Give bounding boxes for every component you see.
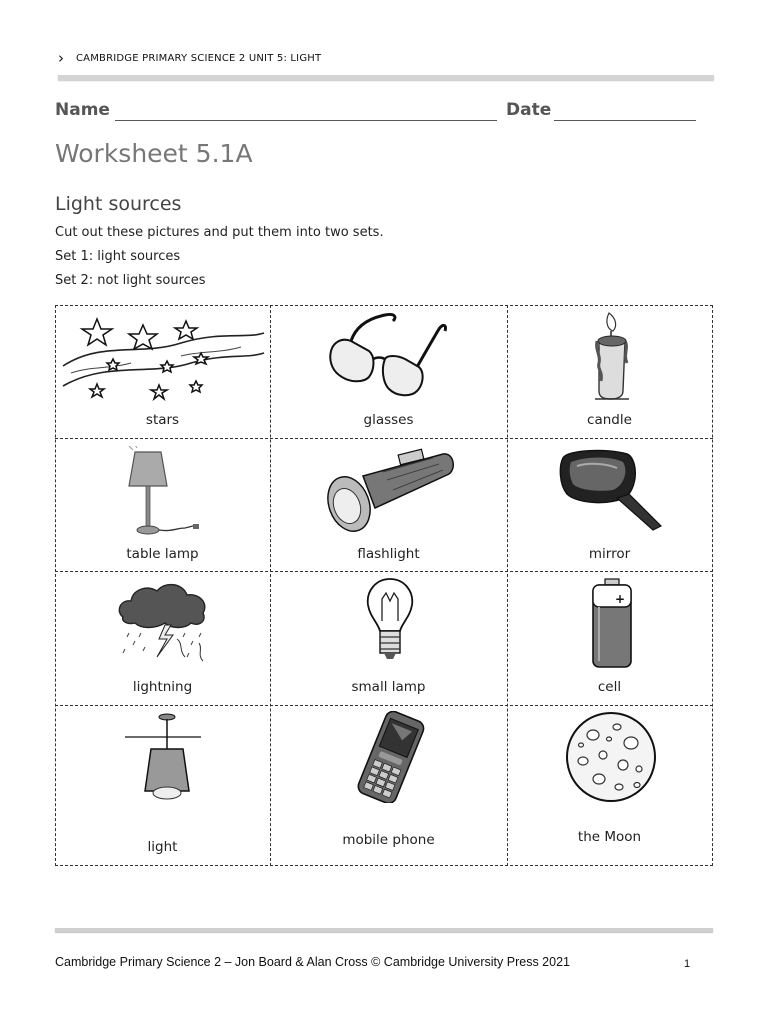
card-label: cell xyxy=(597,679,622,695)
date-label: Date xyxy=(506,100,552,120)
card-label: lightning xyxy=(132,679,193,695)
ceiling-light-icon xyxy=(123,711,203,803)
header-divider xyxy=(58,75,714,80)
running-header xyxy=(58,49,322,67)
name-label: Name xyxy=(55,100,110,120)
name-field-line[interactable] xyxy=(115,120,497,121)
glasses-icon xyxy=(325,311,450,401)
card-cell[interactable] xyxy=(507,571,712,705)
card-lightning[interactable] xyxy=(55,571,270,705)
name-date-row xyxy=(55,100,705,126)
card-label: table lamp xyxy=(126,546,199,562)
cut-line xyxy=(55,865,713,866)
card-label: flashlight xyxy=(357,546,420,562)
lightning-icon xyxy=(115,577,211,669)
card-stars[interactable] xyxy=(55,305,270,438)
card-table-lamp[interactable] xyxy=(55,438,270,571)
footer-divider xyxy=(55,928,713,932)
footer-credit: Cambridge Primary Science 2 – Jon Board & Alan Cross © Cambridge University Press 2021 xyxy=(55,955,570,969)
stars-icon xyxy=(61,311,266,403)
instruction-line: Set 2: not light sources xyxy=(55,273,206,288)
chevron-right-icon: › xyxy=(58,49,65,67)
card-mobile-phone[interactable] xyxy=(270,705,507,865)
section-title: Light sources xyxy=(55,193,182,215)
card-the-moon[interactable] xyxy=(507,705,712,865)
worksheet-title: Worksheet 5.1A xyxy=(55,139,253,168)
card-label: mirror xyxy=(588,546,631,562)
card-label: light xyxy=(147,839,178,855)
flashlight-icon xyxy=(323,446,457,536)
cut-line xyxy=(712,305,713,866)
table-lamp-icon xyxy=(125,446,205,536)
date-field-line[interactable] xyxy=(554,120,696,121)
card-label: stars xyxy=(145,412,180,428)
mobile-phone-icon xyxy=(345,711,435,803)
card-flashlight[interactable] xyxy=(270,438,507,571)
card-label: mobile phone xyxy=(342,832,435,848)
card-mirror[interactable] xyxy=(507,438,712,571)
card-label: glasses xyxy=(363,412,414,428)
instruction-line: Cut out these pictures and put them into two sets. xyxy=(55,225,384,240)
card-label: candle xyxy=(587,412,632,428)
card-label: the Moon xyxy=(577,829,642,845)
mirror-icon xyxy=(557,446,667,536)
moon-icon xyxy=(563,709,659,805)
card-candle[interactable] xyxy=(507,305,712,438)
card-glasses[interactable] xyxy=(270,305,507,438)
card-small-lamp[interactable] xyxy=(270,571,507,705)
cell-icon xyxy=(587,577,637,669)
candle-icon xyxy=(587,311,637,403)
card-light[interactable] xyxy=(55,705,270,865)
small-lamp-icon xyxy=(360,577,420,669)
header-text: CAMBRIDGE PRIMARY SCIENCE 2 UNIT 5: LIGHT xyxy=(76,52,322,64)
svg-text:+: + xyxy=(615,592,626,606)
instruction-line: Set 1: light sources xyxy=(55,249,181,264)
cutout-card-grid xyxy=(55,305,713,866)
card-label: small lamp xyxy=(351,679,426,695)
page-number: 1 xyxy=(684,958,691,970)
